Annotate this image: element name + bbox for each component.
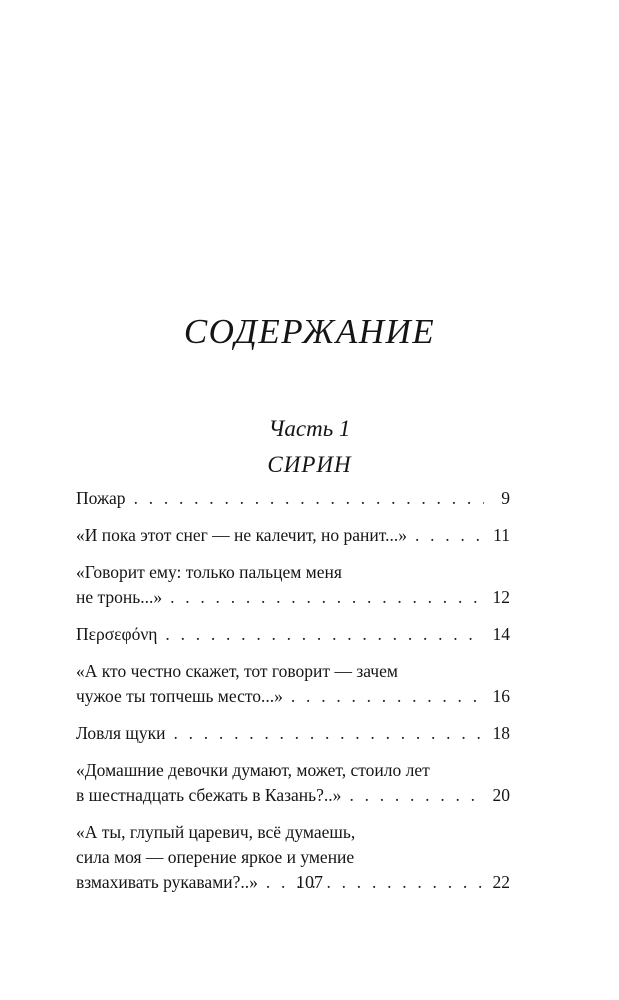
- part-label: Часть 1: [268, 416, 351, 441]
- toc-entry-title: «А кто честно скажет, тот говорит — зачем: [76, 661, 398, 681]
- dot-leader: [170, 585, 484, 610]
- dot-leader: [165, 622, 484, 647]
- toc-entry[interactable]: [76, 758, 510, 808]
- toc-entry-title: «Говорит ему: только пальцем меня: [76, 562, 342, 582]
- part-name: СИРИН: [267, 452, 352, 477]
- toc-entry-page: 14: [492, 624, 510, 644]
- toc-entry-title: сила моя — оперение яркое и умение: [76, 847, 355, 867]
- toc-entry-page: 20: [492, 785, 510, 805]
- toc-entry-title: «Домашние девочки думают, может, стоило лет: [76, 760, 430, 780]
- toc-list: [76, 486, 510, 895]
- toc-entry[interactable]: [76, 486, 510, 511]
- toc-entry[interactable]: [76, 523, 510, 548]
- dot-leader: [173, 721, 484, 746]
- toc-entry-title: взмахивать рукавами?..»: [76, 872, 258, 892]
- dot-leader: [349, 783, 484, 808]
- contents-heading: СОДЕРЖАНИЕ: [183, 312, 436, 351]
- toc-entry[interactable]: [76, 721, 510, 746]
- toc-entry-page: 18: [492, 723, 510, 743]
- toc-entry-page: 11: [493, 525, 510, 545]
- toc-entry-title: «А ты, глупый царевич, всё думаешь,: [76, 822, 356, 842]
- dot-leader: [134, 486, 484, 511]
- toc-entry-title: Περσεφόνη: [76, 624, 158, 644]
- page-number: 107: [296, 872, 323, 892]
- toc-entry-title: не тронь...»: [76, 587, 163, 607]
- toc-entry-title: «И пока этот снег — не калечит, но ранит...»: [76, 525, 407, 545]
- toc-entry[interactable]: [76, 659, 510, 709]
- dot-leader: [415, 523, 484, 548]
- toc-entry[interactable]: [76, 622, 510, 647]
- toc-entry-page: 12: [492, 587, 510, 607]
- toc-entry-title: Пожар: [76, 488, 126, 508]
- toc-entry-page: 22: [492, 872, 510, 892]
- toc-entry-page: 16: [492, 686, 510, 706]
- toc-entry-title: чужое ты топчешь место...»: [76, 686, 283, 706]
- toc-entry-title: Ловля щуки: [76, 723, 166, 743]
- toc-entry-title: в шестнадцать сбежать в Казань?..»: [76, 785, 342, 805]
- dot-leader: [291, 684, 484, 709]
- toc-entry[interactable]: [76, 560, 510, 610]
- toc-entry-page: 9: [501, 488, 510, 508]
